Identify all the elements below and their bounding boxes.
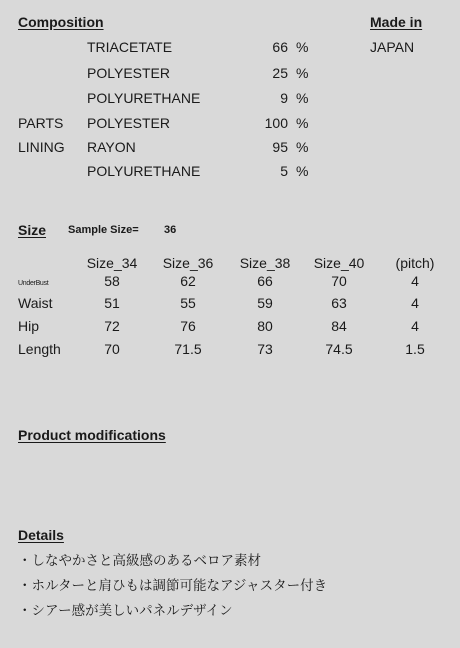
size-row-label: Hip	[18, 318, 40, 334]
composition-percent: 95	[272, 139, 288, 155]
size-cell: 70	[104, 341, 120, 357]
size-heading: Size	[18, 222, 47, 238]
composition-part: LINING	[18, 139, 65, 155]
size-cell: 59	[257, 295, 273, 311]
composition-material: POLYURETHANE	[87, 90, 201, 106]
size-cell: 80	[257, 318, 273, 334]
size-cell: 63	[331, 295, 347, 311]
pitch-cell: 4	[411, 273, 419, 289]
size-column-header: Size_36	[162, 255, 214, 271]
composition-part: PARTS	[18, 115, 64, 131]
size-cell: 62	[180, 273, 196, 289]
size-row-label: Waist	[18, 295, 53, 311]
sample-size-value: 36	[164, 224, 177, 236]
size-cell: 70	[331, 273, 347, 289]
pitch-column-header: (pitch)	[395, 255, 435, 271]
size-column-header: Size_34	[86, 255, 138, 271]
sample-size-label: Sample Size=	[68, 224, 139, 236]
details-heading: Details	[18, 527, 64, 543]
composition-unit: %	[296, 39, 309, 55]
size-cell: 66	[257, 273, 273, 289]
size-cell: 51	[104, 295, 120, 311]
size-cell: 58	[104, 273, 120, 289]
size-column-header: Size_38	[239, 255, 291, 271]
composition-material: POLYESTER	[87, 65, 170, 81]
composition-heading: Composition	[18, 14, 104, 30]
composition-unit: %	[296, 65, 309, 81]
details-item: ・シアー感が美しいパネルデザイン	[18, 603, 233, 619]
pitch-cell: 1.5	[405, 341, 425, 357]
composition-percent: 100	[264, 115, 288, 131]
composition-unit: %	[296, 139, 309, 155]
size-row-label: UnderBust	[18, 280, 49, 287]
size-cell: 76	[180, 318, 196, 334]
composition-unit: %	[296, 115, 309, 131]
pitch-cell: 4	[411, 318, 419, 334]
composition-percent: 9	[280, 90, 288, 106]
details-item: ・ホルターと肩ひもは調節可能なアジャスター付き	[18, 578, 328, 594]
size-row-label: Length	[18, 341, 61, 357]
composition-material: POLYURETHANE	[87, 163, 201, 179]
composition-percent: 25	[272, 65, 288, 81]
made-in-heading: Made in	[370, 14, 423, 30]
size-cell: 55	[180, 295, 196, 311]
product-modifications-heading: Product modifications	[18, 427, 166, 443]
size-column-header: Size_40	[313, 255, 365, 271]
size-cell: 71.5	[174, 341, 202, 357]
made-in-value: JAPAN	[370, 39, 415, 55]
composition-unit: %	[296, 163, 309, 179]
composition-material: POLYESTER	[87, 115, 170, 131]
composition-unit: %	[296, 90, 309, 106]
details-item: ・しなやかさと高級感のあるベロア素材	[18, 553, 261, 569]
composition-percent: 5	[280, 163, 288, 179]
pitch-cell: 4	[411, 295, 419, 311]
size-cell: 72	[104, 318, 120, 334]
composition-percent: 66	[272, 39, 288, 55]
composition-material: TRIACETATE	[87, 39, 173, 55]
composition-material: RAYON	[87, 139, 136, 155]
size-cell: 73	[257, 341, 273, 357]
size-cell: 74.5	[325, 341, 353, 357]
size-cell: 84	[331, 318, 347, 334]
